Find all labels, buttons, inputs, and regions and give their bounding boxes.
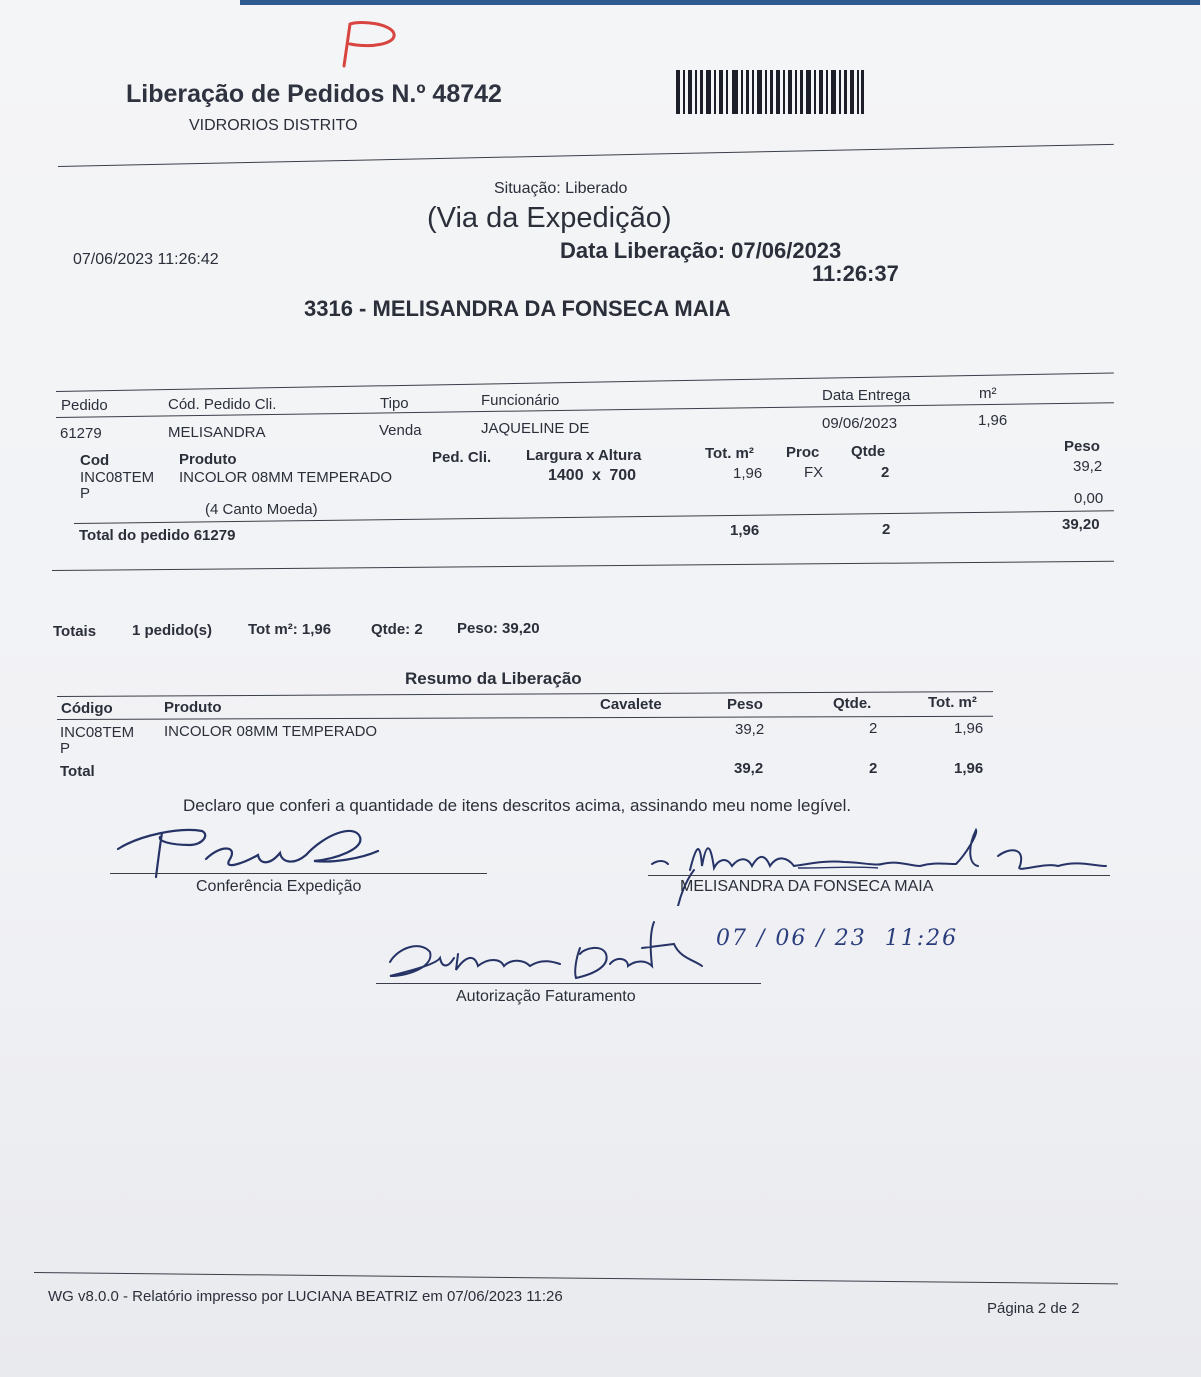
- totals-peso: Peso: 39,20: [457, 620, 540, 637]
- autorizacao-label: Autorização Faturamento: [456, 988, 636, 1005]
- via-label: (Via da Expedição): [427, 202, 672, 234]
- col-header-pedido: Pedido: [61, 397, 108, 414]
- summary-codigo-line2: P: [60, 740, 71, 757]
- item-produto: INCOLOR 08MM TEMPERADO: [179, 469, 393, 486]
- col-header-funcionario: Funcionário: [481, 392, 560, 409]
- col-header-data-entrega: Data Entrega: [822, 387, 911, 404]
- item-header-cod: Cod: [80, 452, 110, 469]
- item-cod-line1: INC08TEM: [80, 469, 155, 486]
- item-header-proc: Proc: [786, 444, 820, 461]
- footer-report-text: WG v8.0.0 - Relatório impresso por LUCIANA BEATRIZ em 07/06/2023 11:26: [48, 1288, 563, 1305]
- order-funcionario: JAQUELINE DE: [481, 420, 590, 437]
- col-header-cod-pedido-cli: Cód. Pedido Cli.: [168, 396, 277, 413]
- item-proc: FX: [804, 464, 824, 481]
- order-total-m2: 1,96: [730, 522, 760, 539]
- order-data-entrega: 09/06/2023: [822, 415, 898, 432]
- summary-total-qtde: 2: [869, 760, 878, 777]
- item-header-largura-altura: Largura x Altura: [526, 447, 642, 464]
- release-date: Data Liberação: 07/06/2023: [560, 238, 842, 263]
- customer-signature-line: [648, 875, 1110, 876]
- footer-page-number: Página 2 de 2: [987, 1300, 1080, 1317]
- barcode: [676, 70, 864, 114]
- item-cod: [80, 470, 154, 502]
- conferencia-signature-line: [110, 873, 487, 874]
- order-table-top-rule: [56, 373, 1114, 392]
- summary-header-peso: Peso: [727, 696, 763, 713]
- signature-autorizacao-drawing: [384, 918, 714, 988]
- release-time: 11:26:37: [812, 261, 899, 286]
- handwritten-date: 07 / 06 / 23 11:26: [716, 926, 959, 951]
- status-label: Situação: Liberado: [494, 180, 628, 197]
- totals-tot-m2: Tot m²: 1,96: [248, 621, 332, 638]
- item-tot-m2: 1,96: [733, 465, 763, 482]
- footer-rule: [34, 1272, 1118, 1284]
- item-header-tot-m2: Tot. m²: [705, 445, 754, 462]
- signature-conferencia: [110, 815, 380, 881]
- order-table-bottom-rule: [52, 561, 1114, 571]
- summary-header-qtde: Qtde.: [833, 695, 872, 712]
- item-note-value: 0,00: [1074, 490, 1104, 507]
- item-note: (4 Canto Moeda): [205, 501, 318, 518]
- summary-total-tot-m2: 1,96: [954, 760, 984, 777]
- order-total-label: Total do pedido 61279: [79, 527, 236, 544]
- red-mark-drawing: [322, 18, 402, 70]
- summary-header-rule: [57, 716, 993, 720]
- signature-autorizacao: [384, 918, 714, 988]
- item-peso: 39,2: [1073, 458, 1103, 475]
- summary-total-label: Total: [60, 763, 95, 780]
- customer-name: 3316 - MELISANDRA DA FONSECA MAIA: [304, 296, 731, 321]
- order-pedido: 61279: [60, 425, 102, 442]
- item-header-qtde: Qtde: [851, 443, 886, 460]
- header-divider: [58, 144, 1114, 167]
- item-header-produto: Produto: [179, 451, 237, 468]
- summary-peso: 39,2: [735, 721, 765, 738]
- col-header-tipo: Tipo: [380, 395, 409, 412]
- item-dimensions: 1400 x 700: [548, 467, 637, 484]
- document-title: Liberação de Pedidos N.º 48742: [126, 80, 502, 108]
- order-total-peso: 39,20: [1062, 516, 1100, 533]
- top-edge-band: [240, 0, 1200, 5]
- summary-tot-m2: 1,96: [954, 720, 984, 737]
- summary-qtde: 2: [869, 720, 878, 737]
- declaration-text: Declaro que conferi a quantidade de itens descritos acima, assinando meu nome legível.: [183, 796, 852, 815]
- summary-codigo-line1: INC08TEM: [60, 724, 135, 741]
- order-tipo: Venda: [379, 422, 422, 439]
- col-header-m2: m²: [979, 385, 997, 402]
- totals-qtde: Qtde: 2: [371, 621, 423, 638]
- totals-label: Totais: [53, 623, 97, 640]
- summary-header-cavalete: Cavalete: [600, 696, 662, 713]
- totals-pedidos: 1 pedido(s): [132, 622, 213, 639]
- item-header-ped-cli: Ped. Cli.: [432, 449, 492, 466]
- summary-produto: INCOLOR 08MM TEMPERADO: [164, 723, 378, 740]
- order-m2: 1,96: [978, 412, 1008, 429]
- customer-signature-label: MELISANDRA DA FONSECA MAIA: [680, 878, 934, 895]
- signature-conferencia-drawing: [110, 815, 380, 881]
- summary-total-peso: 39,2: [734, 760, 764, 777]
- company-name: VIDRORIOS DISTRITO: [189, 117, 358, 134]
- barcode-bars: [676, 70, 864, 114]
- summary-header-tot-m2: Tot. m²: [928, 694, 977, 711]
- item-qtde: 2: [881, 464, 890, 481]
- summary-header-produto: Produto: [164, 699, 222, 716]
- item-header-peso: Peso: [1064, 438, 1100, 455]
- printed-datetime: 07/06/2023 11:26:42: [73, 251, 219, 268]
- item-cod-line2: P: [80, 485, 91, 502]
- autorizacao-signature-line: [376, 983, 761, 984]
- summary-header-codigo: Código: [61, 700, 113, 717]
- order-total-qtde: 2: [882, 521, 891, 538]
- summary-codigo: [60, 725, 134, 757]
- summary-title: Resumo da Liberação: [405, 669, 582, 688]
- conferencia-label: Conferência Expedição: [196, 878, 362, 895]
- red-handwritten-mark: [322, 18, 402, 70]
- order-cod-pedido-cli: MELISANDRA: [168, 424, 266, 441]
